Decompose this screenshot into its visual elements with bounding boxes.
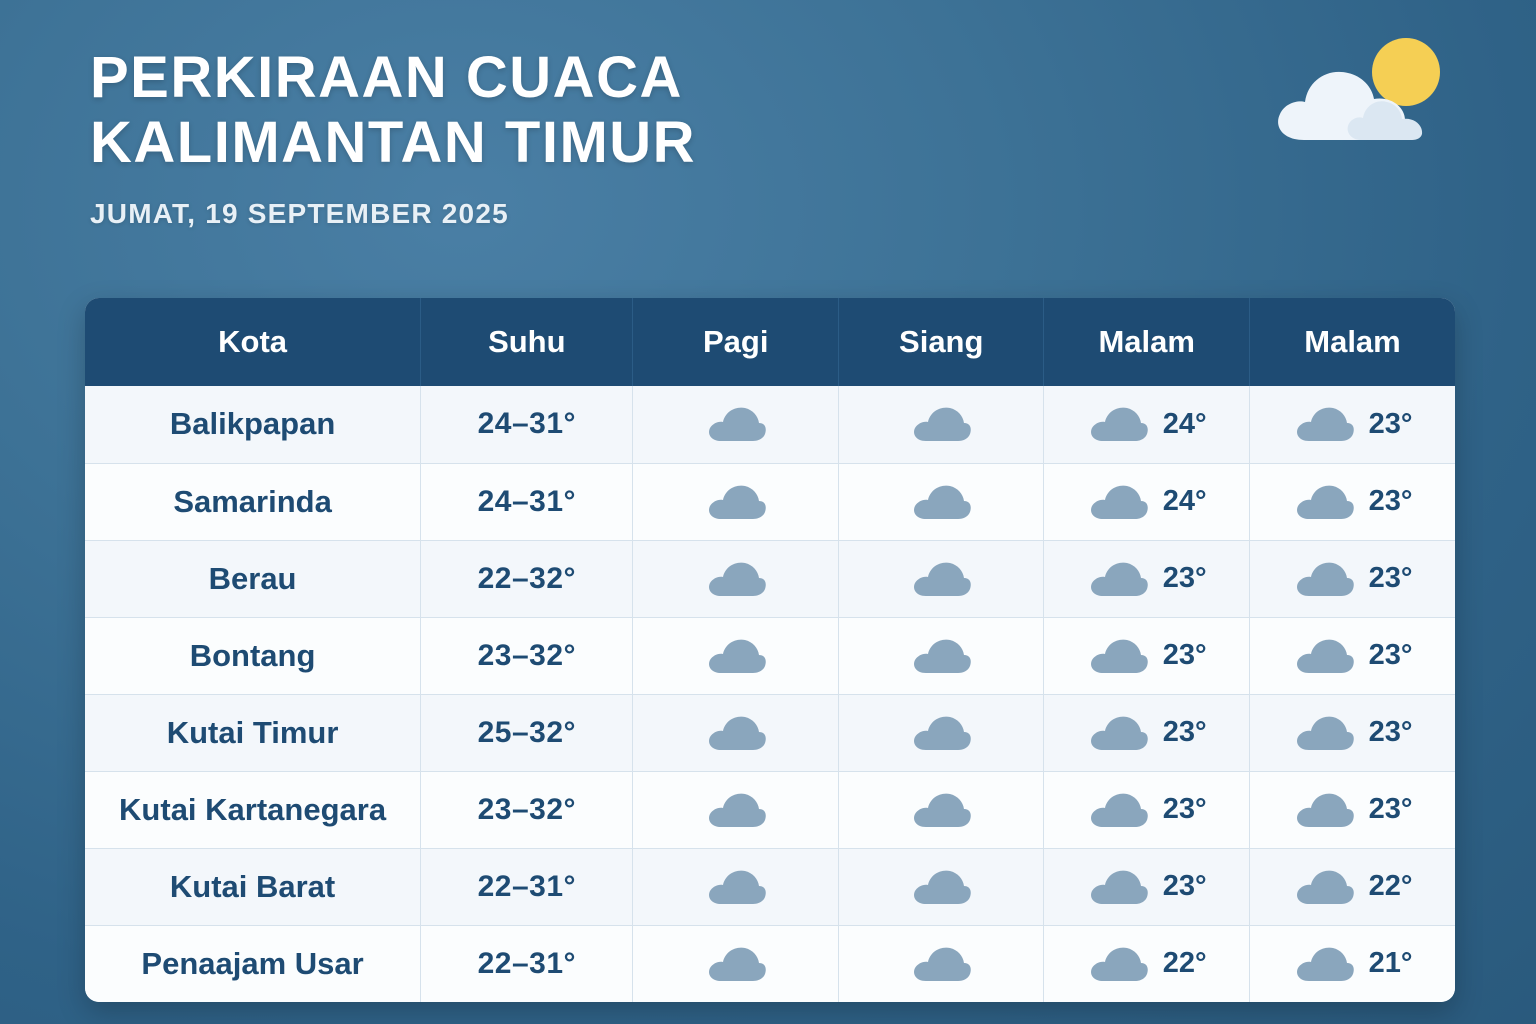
cell-city: Kutai Barat bbox=[85, 848, 421, 925]
cloud-icon bbox=[910, 790, 972, 830]
cell-siang bbox=[838, 463, 1044, 540]
cell-temperature-range: 22–31° bbox=[421, 925, 633, 1002]
malam-1-temperature: 23° bbox=[1162, 716, 1207, 748]
cell-pagi bbox=[633, 925, 839, 1002]
page-title bbox=[90, 46, 1090, 176]
cell-pagi bbox=[633, 771, 839, 848]
cloud-icon bbox=[1293, 482, 1355, 522]
cell-temperature-range: 22–32° bbox=[421, 540, 633, 617]
cloud-icon bbox=[910, 867, 972, 907]
cell-pagi bbox=[633, 386, 839, 463]
cell-siang bbox=[838, 386, 1044, 463]
cloud-icon bbox=[1087, 790, 1149, 830]
cloud-icon bbox=[1293, 867, 1355, 907]
table-row bbox=[85, 848, 1455, 925]
cloud-icon bbox=[1087, 404, 1149, 444]
table-header bbox=[85, 298, 1455, 386]
cloud-icon bbox=[705, 713, 767, 753]
cloud-icon bbox=[705, 636, 767, 676]
cell-malam-1 bbox=[1044, 848, 1250, 925]
cell-malam-2 bbox=[1249, 540, 1455, 617]
malam-2-temperature: 23° bbox=[1368, 485, 1413, 517]
cell-city: Penaajam Usar bbox=[85, 925, 421, 1002]
cell-malam-2 bbox=[1249, 386, 1455, 463]
cloud-icon bbox=[1087, 944, 1149, 984]
column-header-suhu: Suhu bbox=[421, 298, 633, 386]
malam-1-temperature: 23° bbox=[1162, 562, 1207, 594]
cell-malam-1 bbox=[1044, 386, 1250, 463]
cloud-icon bbox=[1293, 404, 1355, 444]
cloud-icon bbox=[1087, 559, 1149, 599]
malam-2-temperature: 23° bbox=[1368, 793, 1413, 825]
cloud-icon bbox=[910, 404, 972, 444]
table-row bbox=[85, 463, 1455, 540]
cell-pagi bbox=[633, 617, 839, 694]
cell-siang bbox=[838, 925, 1044, 1002]
cloud-icon bbox=[1293, 713, 1355, 753]
cell-malam-2 bbox=[1249, 463, 1455, 540]
cloud-icon bbox=[705, 790, 767, 830]
cell-temperature-range: 24–31° bbox=[421, 386, 633, 463]
cell-malam-2 bbox=[1249, 925, 1455, 1002]
cloud-icon bbox=[705, 944, 767, 984]
malam-2-temperature: 23° bbox=[1368, 562, 1413, 594]
page-title-line-2: KALIMANTAN TIMUR bbox=[90, 109, 697, 175]
cell-pagi bbox=[633, 463, 839, 540]
malam-1-temperature: 23° bbox=[1162, 870, 1207, 902]
cell-siang bbox=[838, 771, 1044, 848]
malam-1-temperature: 23° bbox=[1162, 639, 1207, 671]
malam-1-temperature: 24° bbox=[1162, 407, 1207, 440]
table-body bbox=[85, 386, 1455, 1002]
table-row bbox=[85, 617, 1455, 694]
cell-malam-2 bbox=[1249, 848, 1455, 925]
page-title-line-1: PERKIRAAN CUACA bbox=[90, 45, 683, 110]
cloud-icon bbox=[705, 404, 767, 444]
forecast-table bbox=[85, 298, 1455, 1002]
cloud-icon bbox=[1087, 482, 1149, 522]
cloud-icon bbox=[705, 559, 767, 599]
cell-malam-2 bbox=[1249, 617, 1455, 694]
cell-temperature-range: 24–31° bbox=[421, 463, 633, 540]
sun-behind-cloud-icon bbox=[1266, 30, 1456, 160]
column-header-kota: Kota bbox=[85, 298, 421, 386]
cell-siang bbox=[838, 540, 1044, 617]
column-header-malam-1: Malam bbox=[1044, 298, 1250, 386]
cloud-icon bbox=[1293, 790, 1355, 830]
cell-temperature-range: 22–31° bbox=[421, 848, 633, 925]
malam-2-temperature: 21° bbox=[1368, 947, 1413, 980]
cell-city: Balikpapan bbox=[85, 386, 421, 463]
cloud-icon bbox=[910, 559, 972, 599]
malam-1-temperature: 23° bbox=[1162, 793, 1207, 825]
column-header-siang: Siang bbox=[838, 298, 1044, 386]
cloud-icon bbox=[1087, 713, 1149, 753]
cell-city: Berau bbox=[85, 540, 421, 617]
cell-city: Kutai Kartanegara bbox=[85, 771, 421, 848]
cloud-icon bbox=[705, 867, 767, 907]
cell-pagi bbox=[633, 848, 839, 925]
column-header-pagi: Pagi bbox=[633, 298, 839, 386]
table-row bbox=[85, 925, 1455, 1002]
cell-siang bbox=[838, 694, 1044, 771]
malam-2-temperature: 23° bbox=[1368, 716, 1413, 748]
cell-city: Bontang bbox=[85, 617, 421, 694]
cloud-icon bbox=[1293, 559, 1355, 599]
column-header-malam-2: Malam bbox=[1249, 298, 1455, 386]
cell-siang bbox=[838, 848, 1044, 925]
forecast-table-container bbox=[85, 298, 1455, 1002]
cell-malam-1 bbox=[1044, 771, 1250, 848]
cell-malam-1 bbox=[1044, 617, 1250, 694]
cell-malam-1 bbox=[1044, 540, 1250, 617]
cell-city: Kutai Timur bbox=[85, 694, 421, 771]
table-row bbox=[85, 694, 1455, 771]
cell-malam-1 bbox=[1044, 694, 1250, 771]
cell-temperature-range: 23–32° bbox=[421, 617, 633, 694]
malam-2-temperature: 22° bbox=[1368, 870, 1413, 902]
malam-1-temperature: 24° bbox=[1162, 485, 1207, 517]
cloud-icon bbox=[1293, 636, 1355, 676]
table-header-row bbox=[85, 298, 1455, 386]
table-row bbox=[85, 386, 1455, 463]
cell-malam-1 bbox=[1044, 463, 1250, 540]
table-row bbox=[85, 771, 1455, 848]
cloud-icon bbox=[1293, 944, 1355, 984]
cloud-icon bbox=[910, 636, 972, 676]
cloud-icon bbox=[910, 482, 972, 522]
cell-siang bbox=[838, 617, 1044, 694]
table-row bbox=[85, 540, 1455, 617]
cell-city: Samarinda bbox=[85, 463, 421, 540]
cloud-icon bbox=[910, 713, 972, 753]
page-subtitle-date: JUMAT, 19 SEPTEMBER 2025 bbox=[90, 197, 509, 229]
cloud-icon bbox=[705, 482, 767, 522]
malam-2-temperature: 23° bbox=[1368, 639, 1413, 671]
cell-temperature-range: 23–32° bbox=[421, 771, 633, 848]
cloud-icon bbox=[1087, 636, 1149, 676]
cell-pagi bbox=[633, 694, 839, 771]
malam-2-temperature: 23° bbox=[1368, 407, 1413, 440]
cell-malam-2 bbox=[1249, 694, 1455, 771]
cell-pagi bbox=[633, 540, 839, 617]
cloud-icon bbox=[1087, 867, 1149, 907]
cell-malam-2 bbox=[1249, 771, 1455, 848]
cloud-icon bbox=[910, 944, 972, 984]
cell-temperature-range: 25–32° bbox=[421, 694, 633, 771]
cell-malam-1 bbox=[1044, 925, 1250, 1002]
malam-1-temperature: 22° bbox=[1162, 947, 1207, 980]
